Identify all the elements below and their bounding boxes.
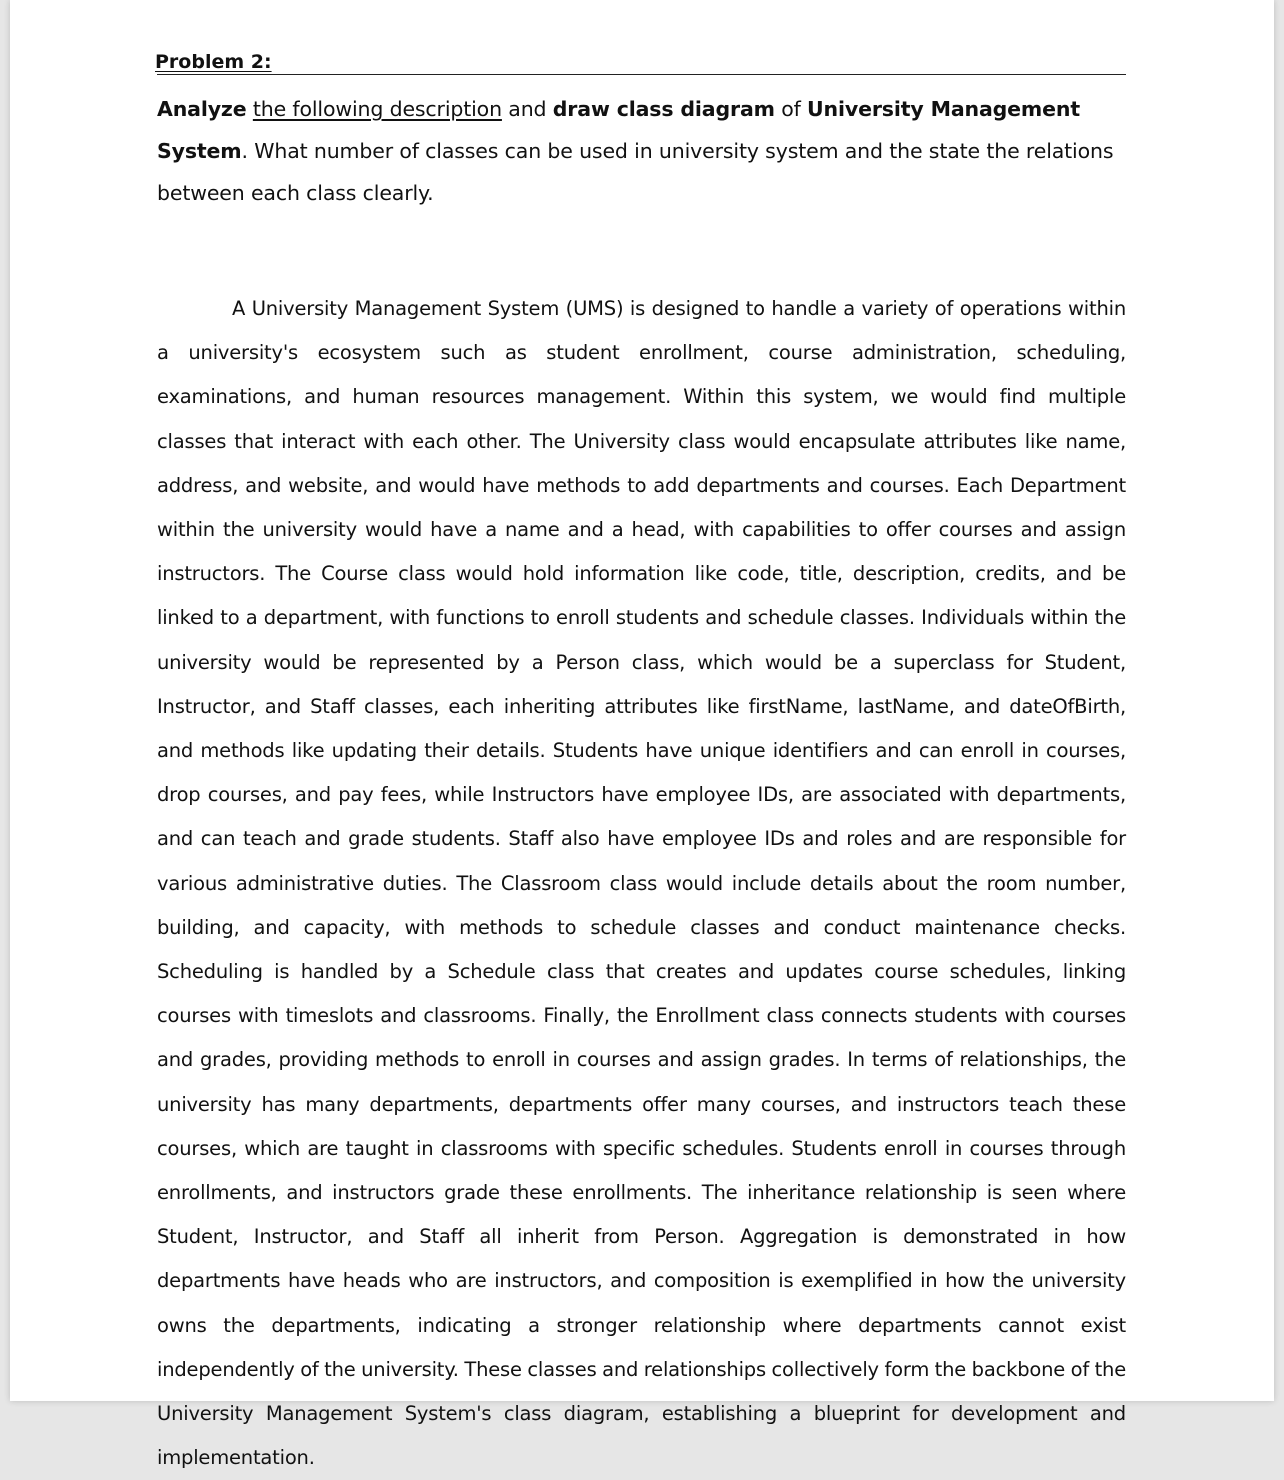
document-content bbox=[157, 40, 1126, 1480]
problem-heading: Problem 2: bbox=[155, 51, 272, 73]
task-and: and bbox=[501, 97, 553, 121]
task-of: of bbox=[774, 97, 808, 121]
description-paragraph: A University Management System (UMS) is designed to handle a variety of operations within a university's ecosystem such as student enrollment, course administration, scheduling, examinations, and human resources management. Within this system, we would find multiple classes that interact with each other. The University class would encapsulate attributes like name, address, and website, and would have methods to add departments and courses. Each Department within the university would have a name and a head, with capabilities to offer courses and assign instructors. The Course class would hold information like code, title, description, credits, and be linked to a department, with functions to enroll students and schedule classes. Individuals within the university would be represented by a Person class, which would be a superclass for Student, Instructor, and Staff classes, each inheriting attributes like firstName, lastName, and dateOfBirth, and methods like updating their details. Students have unique identifiers and can enroll in courses, drop courses, and pay fees, while Instructors have employee IDs, are associated with departments, and can teach and grade students. Staff also have employee IDs and roles and are responsible for various administrative duties. The Classroom class would include details about the room number, building, and capacity, with methods to schedule classes and conduct maintenance checks. Scheduling is handled by a Schedule class that creates and updates course schedules, linking courses with timeslots and classrooms. Finally, the Enrollment class connects students with courses and grades, providing methods to enroll in courses and assign grades. In terms of relationships, the university has many departments, departments offer many courses, and instructors teach these courses, which are taught in classrooms with specific schedules. Students enroll in courses through enrollments, and instructors grade these enrollments. The inheritance relationship is seen where Student, Instructor, and Staff all inherit from Person. Aggregation is demonstrated in how departments have heads who are instructors, and composition is exemplified in how the university owns the departments, indicating a stronger relationship where departments cannot exist independently of the university. These classes and relationships collectively form the backbone of the University Management System's class diagram, establishing a blueprint for development and implementation. bbox=[157, 297, 1126, 1470]
task-draw-class-diagram: draw class diagram bbox=[552, 97, 775, 121]
task-following-description: the following description bbox=[252, 97, 502, 121]
heading-rule bbox=[157, 40, 1126, 75]
task-rest: . What number of classes can be used in university system and the state the relations between each class clearly. bbox=[157, 139, 1114, 205]
document-page bbox=[10, 0, 1274, 1470]
task-analyze: Analyze bbox=[157, 97, 247, 121]
task-system-name: University Management System bbox=[157, 97, 1080, 163]
task-statement bbox=[157, 88, 1126, 214]
